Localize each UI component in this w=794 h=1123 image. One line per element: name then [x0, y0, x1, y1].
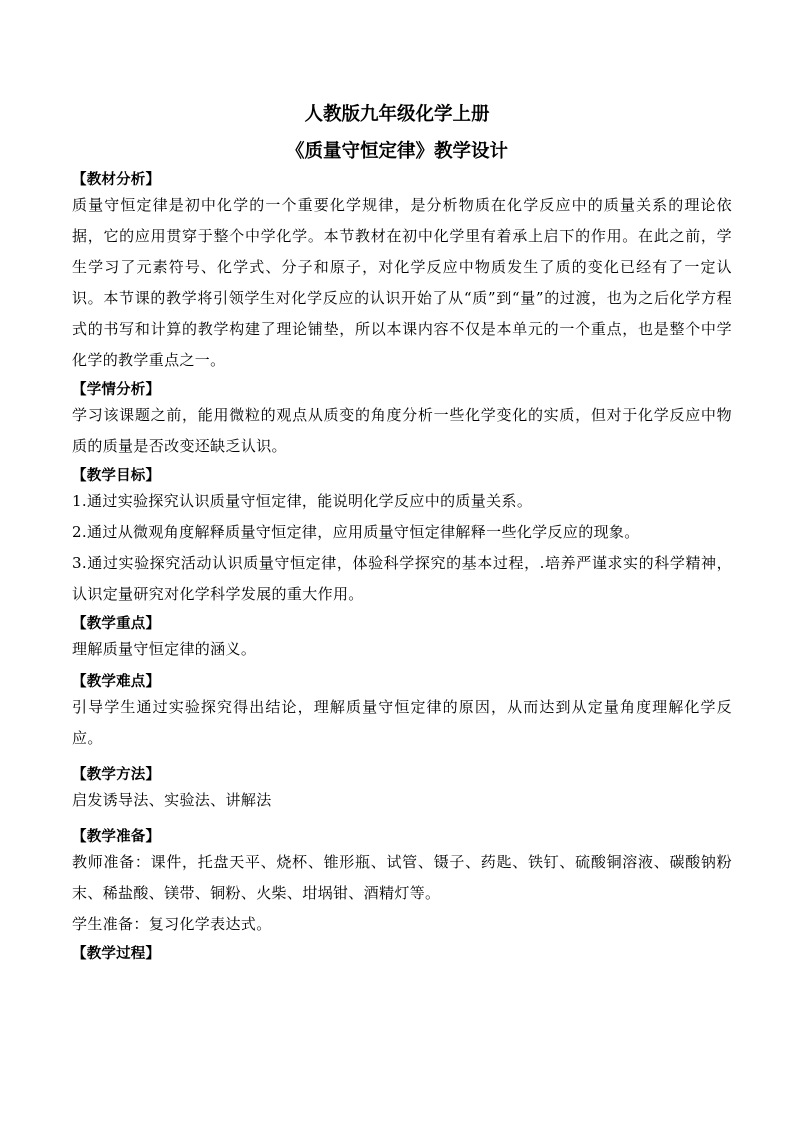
section-heading-preparation: 【教学准备】 — [72, 828, 161, 845]
teaching-methods-text: 启发诱导法、实验法、讲解法 — [72, 791, 272, 809]
document-subtitle: 《质量守恒定律》教学设计 — [285, 141, 508, 162]
section-heading-material-analysis: 【教材分析】 — [72, 171, 161, 188]
difficulties-text: 引导学生通过实验探究得出结论，理解质量守恒定律的原因，从而达到从定量角度理解化学反应。 — [72, 698, 732, 747]
student-analysis-text: 学习该课题之前，能用微粒的观点从质变的角度分析一些化学变化的实质，但对于化学反应中物质的质量是否改变还缺乏认识。 — [72, 406, 732, 455]
document-body — [72, 170, 732, 964]
section-heading-teaching-goals: 【教学目标】 — [72, 467, 161, 484]
teaching-goal-item: 3.通过实验探究活动认识质量守恒定律，体验科学探究的基本过程，.培养严谨求实的科学精神，认识定量研究对化学科学发展的重大作用。 — [72, 554, 732, 603]
teaching-goal-item: 1.通过实验探究认识质量守恒定律，能说明化学反应中的质量关系。 — [72, 492, 533, 510]
section-heading-teaching-methods: 【教学方法】 — [72, 766, 161, 783]
teacher-preparation-text: 教师准备：课件，托盘天平、烧杯、锥形瓶、试管、镊子、药匙、铁钉、硫酸铜溶液、碳酸钠粉末、稀盐酸、镁带、铜粉、火柴、坩埚钳、酒精灯等。 — [72, 853, 732, 902]
document-title: 人教版九年级化学上册 — [304, 104, 490, 125]
key-points-text: 理解质量守恒定律的涵义。 — [72, 640, 257, 658]
section-heading-teaching-process: 【教学过程】 — [72, 945, 161, 962]
material-analysis-text: 质量守恒定律是初中化学的一个重要化学规律，是分析物质在化学反应中的质量关系的理论依据，它的应用贯穿于整个中学化学。本节教材在初中化学里有着承上启下的作用。在此之前，学生学习了元素符号、化学式、分子和原子，对化学反应中物质发生了质的变化已经有了一定认识。本节课的教学将引领学生对化学反应的认识开始了从“质”到“量”的过渡，也为之后化学方程式的书写和计算的教学构建了理论铺垫，所以本课内容不仅是本单元的一个重点，也是整个中学化学的教学重点之一。 — [72, 196, 732, 369]
teaching-goal-item: 2.通过从微观角度解释质量守恒定律，应用质量守恒定律解释一些化学反应的现象。 — [72, 523, 640, 541]
section-heading-difficulties: 【教学难点】 — [72, 673, 161, 690]
student-preparation-text: 学生准备：复习化学表达式。 — [72, 915, 272, 933]
section-heading-key-points: 【教学重点】 — [72, 615, 161, 632]
section-heading-student-analysis: 【学情分析】 — [72, 381, 161, 398]
